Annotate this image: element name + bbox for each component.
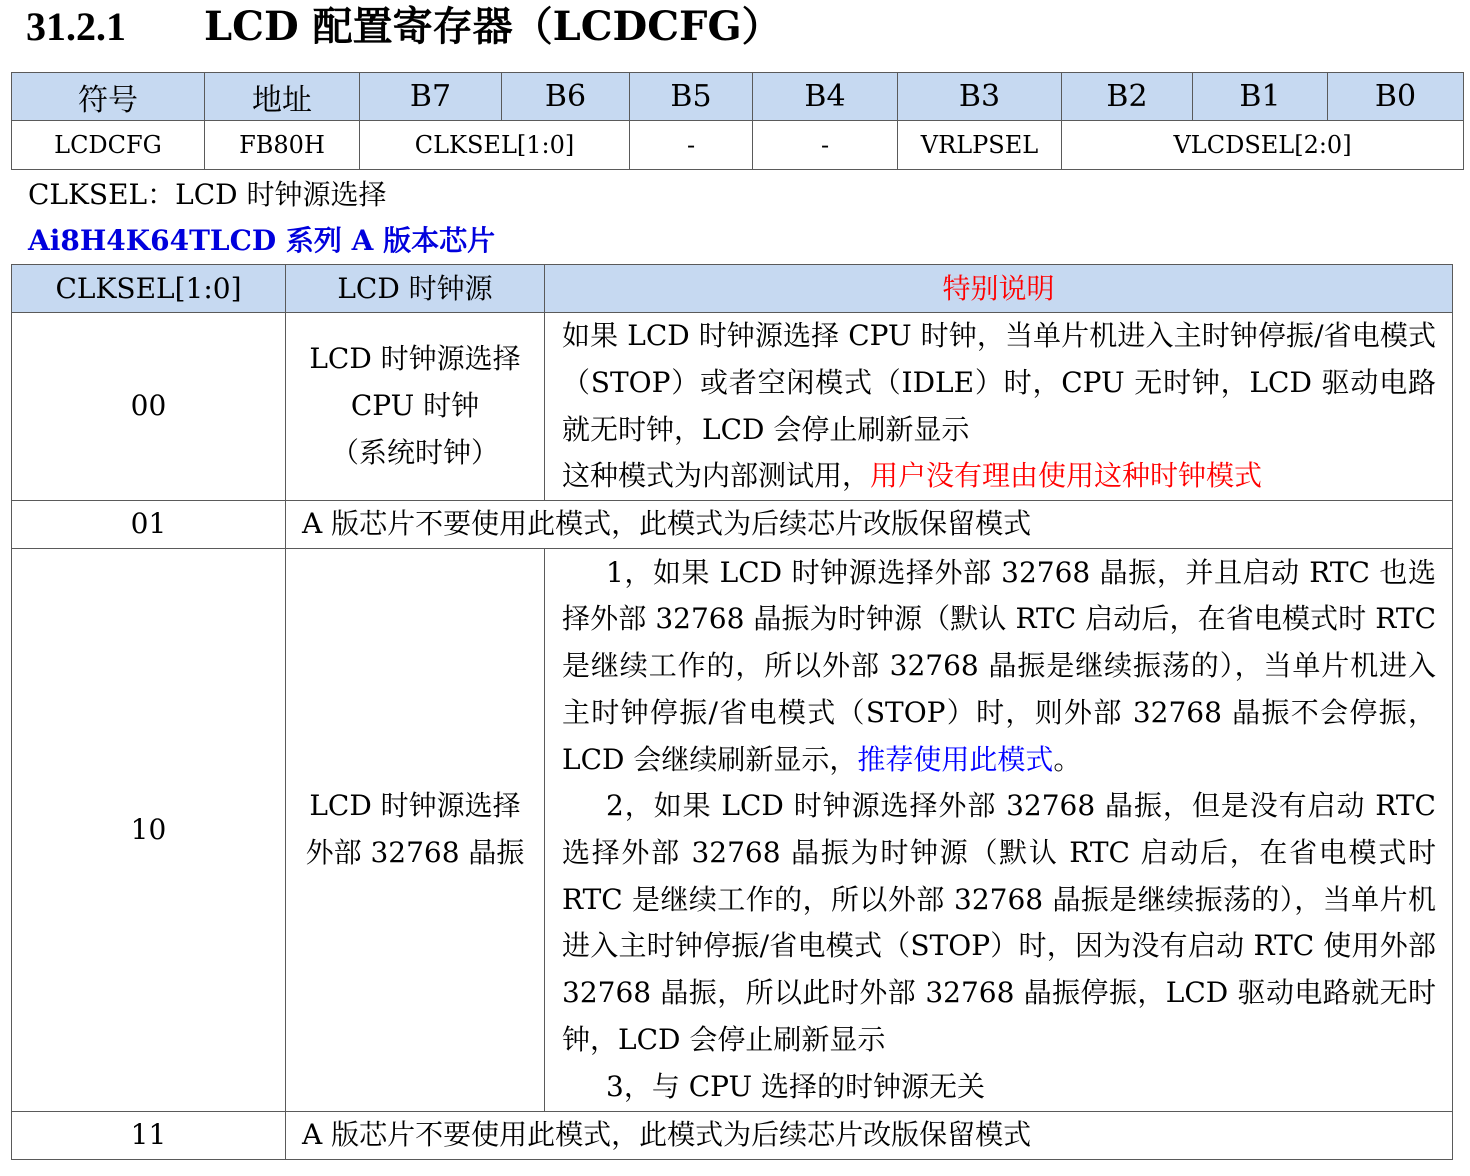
source-line: 外部 32768 晶振 bbox=[305, 836, 525, 869]
warning-text: 用户没有理由使用这种时钟模式 bbox=[870, 459, 1263, 493]
desc-text: 。 bbox=[1053, 742, 1082, 776]
reg-header-b1: B1 bbox=[1193, 73, 1328, 121]
reg-header-b0: B0 bbox=[1328, 73, 1464, 121]
clk-header-notes: 特别说明 bbox=[545, 265, 1453, 313]
reg-header-b3: B3 bbox=[898, 73, 1062, 121]
reg-header-b2: B2 bbox=[1062, 73, 1193, 121]
clk-code-10: 10 bbox=[12, 549, 286, 1112]
table-row bbox=[12, 313, 1453, 501]
source-line: LCD 时钟源选择 bbox=[309, 789, 521, 823]
chip-version-heading: Ai8H4K64TLCD 系列 A 版本芯片 bbox=[28, 224, 496, 257]
table-row bbox=[12, 501, 1453, 549]
desc-text: 1，如果 LCD 时钟源选择外部 32768 晶振，并且启动 RTC 也选择外部 32768 晶振为时钟源（默认 RTC 启动后，在省电模式时 RTC 是继续工作的，所以外部 32768 晶振是继续振荡的），当单片机进入主时钟停振/省电模式（STOP）时，则外部 32768 晶振不会停振，LCD 会继续刷新显示， bbox=[562, 555, 1436, 776]
desc-paragraph bbox=[562, 453, 1436, 500]
section-title bbox=[26, 0, 782, 54]
clk-note-01: A 版芯片不要使用此模式，此模式为后续芯片改版保留模式 bbox=[286, 501, 1453, 549]
recommend-text: 推荐使用此模式 bbox=[857, 742, 1054, 776]
source-line: CPU 时钟 bbox=[350, 389, 480, 423]
clk-code-01: 01 bbox=[12, 501, 286, 549]
reg-header-b7: B7 bbox=[360, 73, 502, 121]
clksel-header-row bbox=[12, 265, 1453, 313]
reg-field-vlcdsel: VLCDSEL[2:0] bbox=[1062, 121, 1464, 170]
reg-field-vrlpsel: VRLPSEL bbox=[898, 121, 1062, 170]
clk-desc-10 bbox=[545, 549, 1453, 1112]
reg-field-b5: - bbox=[630, 121, 753, 170]
reg-header-address: 地址 bbox=[205, 73, 360, 121]
clksel-description: CLKSEL：LCD 时钟源选择 bbox=[28, 178, 387, 211]
reg-header-b4: B4 bbox=[753, 73, 898, 121]
desc-text: 这种模式为内部测试用， bbox=[562, 459, 871, 493]
clk-desc-00 bbox=[545, 313, 1453, 501]
clk-header-code: CLKSEL[1:0] bbox=[12, 265, 286, 313]
clk-source-cpu bbox=[286, 313, 545, 501]
clk-code-11: 11 bbox=[12, 1112, 286, 1160]
source-line: （系统时钟） bbox=[330, 435, 499, 469]
reg-header-b6: B6 bbox=[502, 73, 630, 121]
register-header-row bbox=[12, 73, 1464, 121]
reg-header-symbol: 符号 bbox=[12, 73, 205, 121]
section-title-text: LCD 配置寄存器（LCDCFG） bbox=[204, 3, 782, 50]
table-row bbox=[12, 549, 1453, 1112]
clk-source-ext32768 bbox=[286, 549, 545, 1112]
clksel-table bbox=[11, 264, 1453, 1160]
table-row bbox=[12, 1112, 1453, 1160]
reg-field-b4: - bbox=[753, 121, 898, 170]
register-table bbox=[11, 72, 1464, 170]
clk-note-11: A 版芯片不要使用此模式，此模式为后续芯片改版保留模式 bbox=[286, 1112, 1453, 1160]
reg-address: FB80H bbox=[205, 121, 360, 170]
desc-paragraph: 3，与 CPU 选择的时钟源无关 bbox=[606, 1069, 985, 1103]
desc-paragraph: 2，如果 LCD 时钟源选择外部 32768 晶振，但是没有启动 RTC 选择外部 32768 晶振为时钟源（默认 RTC 启动后，在省电模式时 RTC 是继续工作的，所以外部 32768 晶振是继续振荡的），当单片机进入主时钟停振/省电模式（STOP）时，因为没有启动 RTC 使用外部 32768 晶振，所以此时外部 32768 晶振停振，LCD 驱动电路就无时钟，LCD 会停止刷新显示 bbox=[562, 789, 1436, 1056]
section-number: 31.2.1 bbox=[26, 4, 126, 49]
desc-paragraph: 如果 LCD 时钟源选择 CPU 时钟，当单片机进入主时钟停振/省电模式（STOP）或者空闲模式（IDLE）时，CPU 无时钟，LCD 驱动电路就无时钟，LCD 会停止刷新显示 bbox=[562, 319, 1436, 446]
clk-header-source: LCD 时钟源 bbox=[286, 265, 545, 313]
clk-code-00: 00 bbox=[12, 313, 286, 501]
register-value-row bbox=[12, 121, 1464, 170]
desc-paragraph bbox=[562, 550, 1436, 784]
reg-symbol: LCDCFG bbox=[12, 121, 205, 170]
source-line: LCD 时钟源选择 bbox=[309, 342, 521, 376]
reg-header-b5: B5 bbox=[630, 73, 753, 121]
reg-field-clksel: CLKSEL[1:0] bbox=[360, 121, 630, 170]
